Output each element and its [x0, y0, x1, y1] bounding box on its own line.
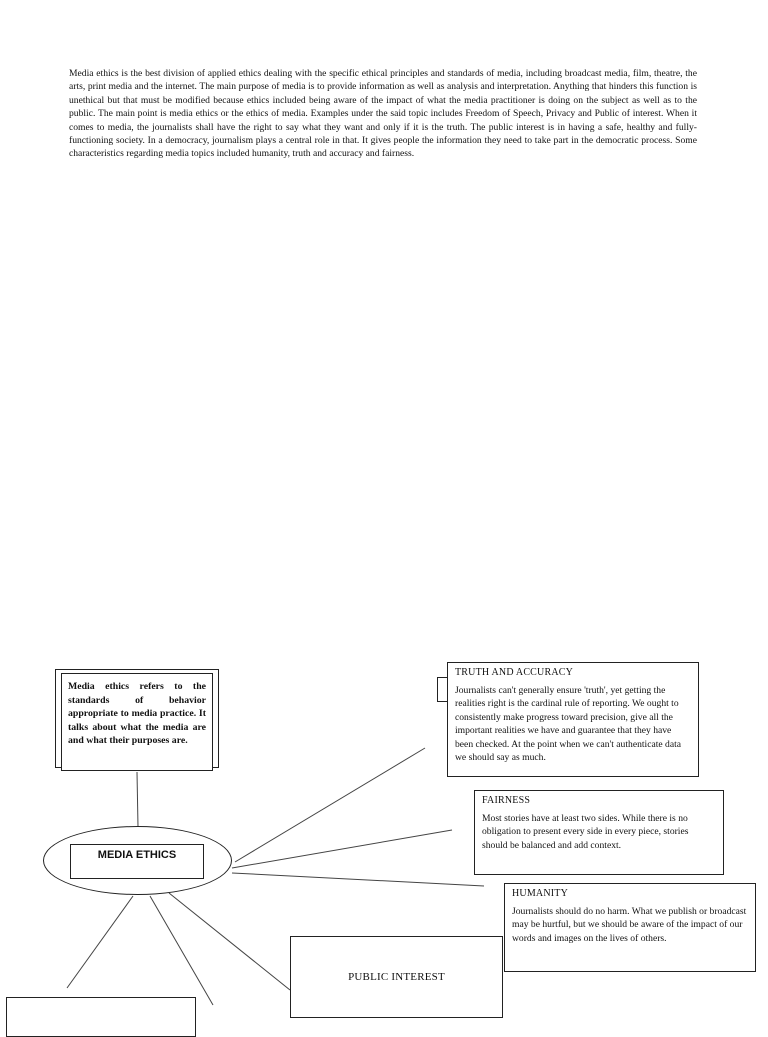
humanity-title: HUMANITY — [512, 888, 569, 899]
humanity-box — [504, 883, 756, 972]
humanity-text: Journalists should do no harm. What we publish or broadcast may be hurtful, but we should be aware of the impact of our words and images on the lives of others. — [512, 906, 747, 944]
center-node: MEDIA ETHICS — [70, 844, 204, 879]
connector-bottom-2 — [150, 896, 213, 1005]
truth-accuracy-title: TRUTH AND ACCURACY — [455, 667, 574, 678]
bottom-empty-box — [6, 997, 196, 1037]
truth-accuracy-box — [447, 662, 699, 777]
definition-text: Media ethics refers to the standards of behavior appropriate to media practice. It talks about what the media are and what their purposes are. — [68, 681, 206, 747]
truth-accuracy-text: Journalists can't generally ensure 'truth', yet getting the realities right is the cardinal rule of reporting. We ought to consistently make progress toward precision, give all the important realities we have and guarantee that they have been checked. At the point when we can't authenticate data we should say as much. — [455, 685, 682, 764]
fairness-text: Most stories have at least two sides. While there is no obligation to present every side in every piece, stories should be balanced and add context. — [482, 813, 689, 851]
connector-definition — [137, 772, 138, 827]
fairness-title: FAIRNESS — [482, 795, 531, 806]
connector-bottom-1 — [67, 896, 133, 988]
connector-fairness — [232, 830, 452, 868]
public-interest-box — [290, 936, 503, 1018]
connector-truth — [235, 748, 425, 862]
intro-paragraph: Media ethics is the best division of applied ethics dealing with the specific ethical principles and standards of media, including broadcast media, film, theatre, the arts, print media and the internet. The main purpose of media is to provide information as well as analysis and interpretation. Anything that hinders this function is unethical but that must be modified because ethics included being aware of the impact of what the media practitioner is doing on the subject as well as to the public. The main point is media ethics or the ethics of media. Examples under the said topic includes Freedom of Speech, Privacy and Public of interest. When it comes to media, the journalists shall have the right to say what they want and only if it is the truth. The public interest is in having a safe, healthy and fully-functioning society. In a democracy, journalism plays a central role in that. It gives people the information they need to take part in the democratic process. Some characteristics regarding media topics included humanity, truth and accuracy and fairness. — [69, 68, 697, 160]
connector-public-interest — [169, 893, 290, 990]
connector-humanity — [232, 873, 484, 886]
definition-box — [61, 673, 213, 771]
fairness-box — [474, 790, 724, 875]
public-interest-title: PUBLIC INTEREST — [348, 971, 445, 983]
